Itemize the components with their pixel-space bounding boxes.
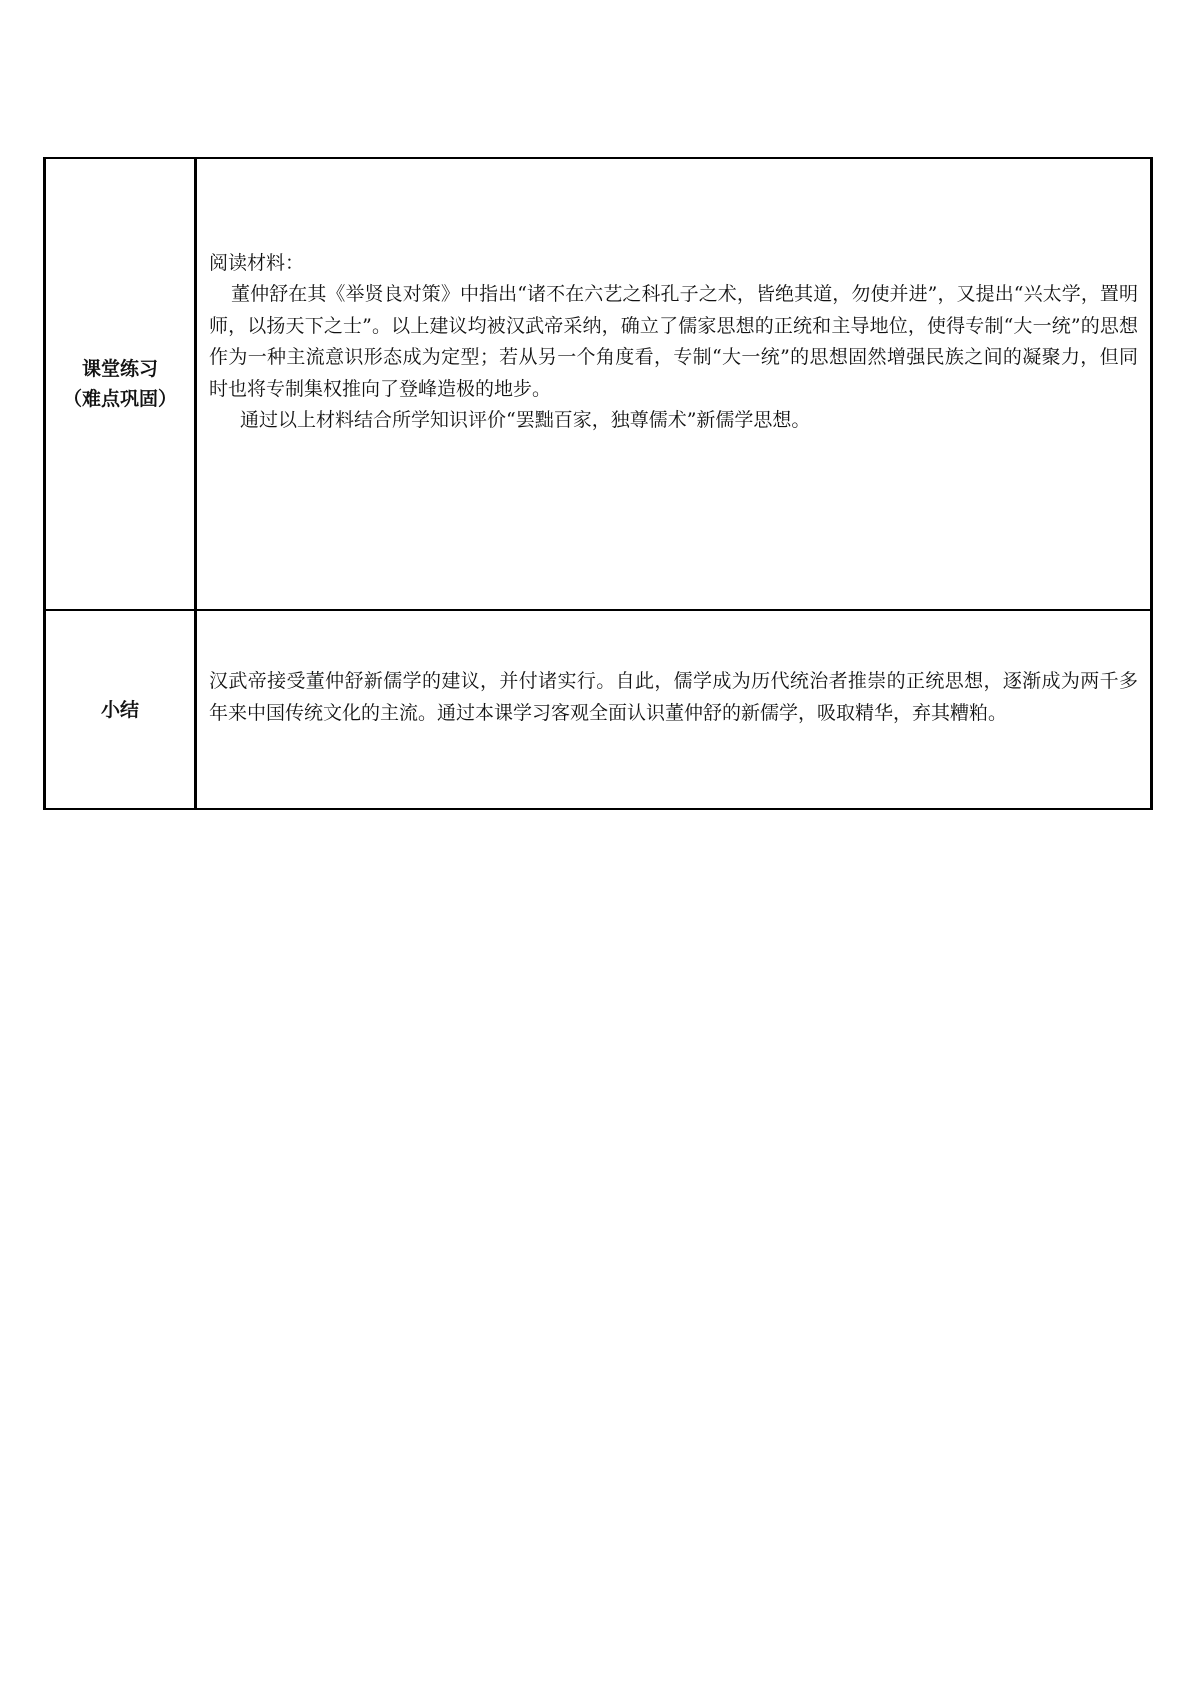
summary-text: 汉武帝接受董仲舒新儒学的建议，并付诸实行。自此，儒学成为历代统治者推崇的正统思想，逐渐成为两千多年来中国传统文化的主流。通过本课学习客观全面认识董仲舒的新儒学，吸取精华，弃其糟粕。 bbox=[209, 670, 1138, 724]
lesson-table bbox=[43, 157, 1153, 810]
question-paragraph: 通过以上材料结合所学知识评价“罢黜百家，独尊儒术”新儒学思想。 bbox=[240, 409, 811, 431]
practice-label: 课堂练习 bbox=[81, 358, 158, 380]
practice-content-cell bbox=[196, 158, 1152, 610]
summary-content-cell bbox=[196, 610, 1152, 809]
summary-label: 小结 bbox=[100, 698, 139, 721]
practice-row bbox=[45, 158, 1152, 610]
reading-material-paragraph: 董仲舒在其《举贤良对策》中指出“诸不在六艺之科孔子之术，皆绝其道，勿使并进”，又提出“兴太学，置明师，以扬天下之士”。以上建议均被汉武帝采纳，确立了儒家思想的正统和主导地位，使得专制“大一统”的思想作为一种主流意识形态成为定型；若从另一个角度看，专制“大一统”的思想固然增强民族之间的凝聚力，但同时也将专制集权推向了登峰造极的地步。 bbox=[209, 283, 1138, 400]
practice-label-cell bbox=[45, 158, 196, 610]
reading-heading: 阅读材料： bbox=[209, 251, 305, 274]
practice-sublabel: （难点巩固） bbox=[62, 388, 177, 410]
summary-label-cell bbox=[45, 610, 196, 809]
summary-row bbox=[45, 610, 1152, 809]
